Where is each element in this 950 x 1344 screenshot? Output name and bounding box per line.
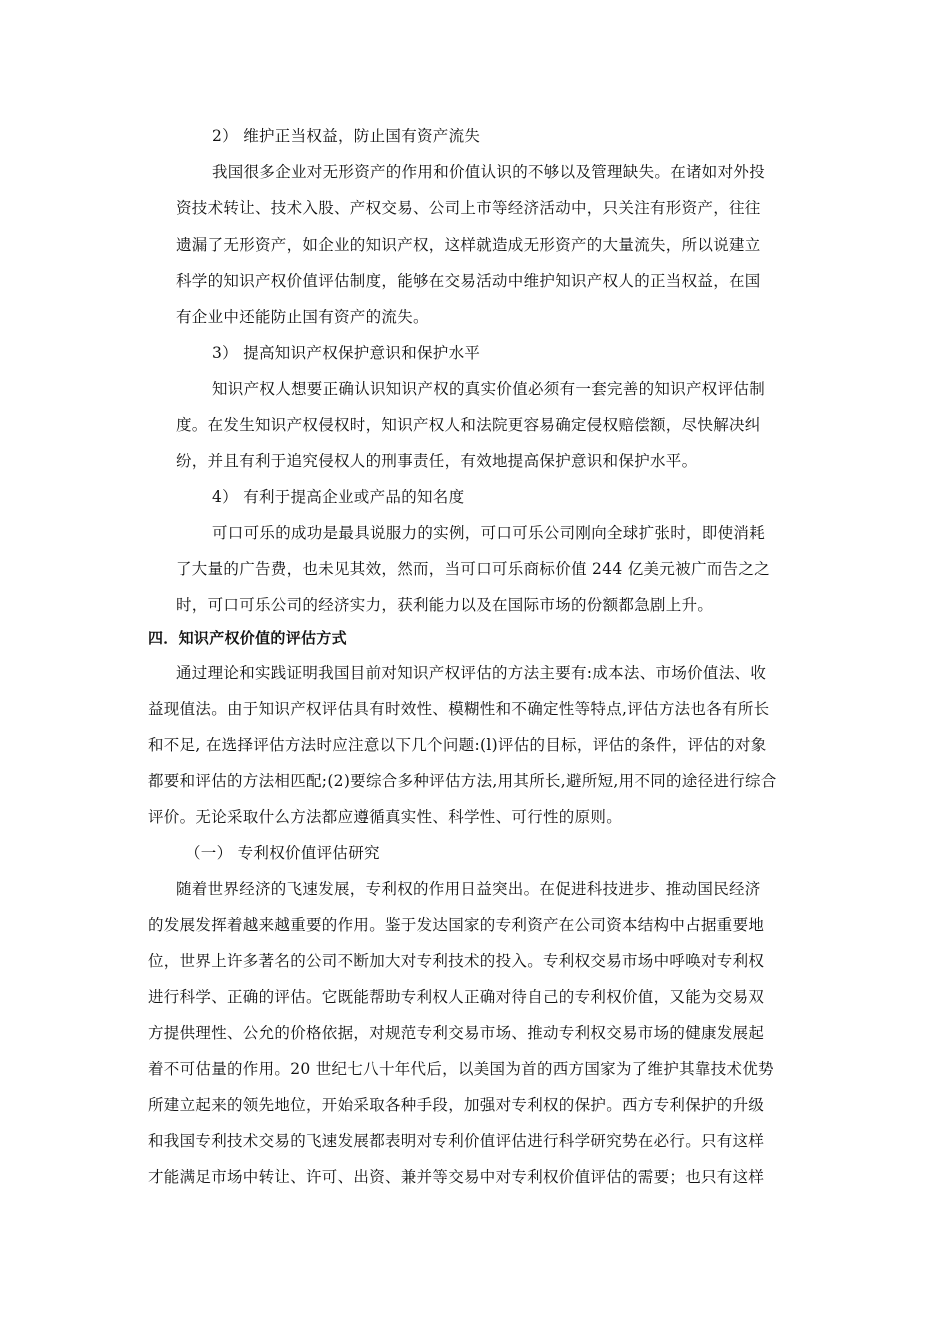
paragraph-line: 位，世界上许多著名的公司不断加大对专利技术的投入。专利权交易市场中呼唤对专利权 [148,952,765,970]
paragraph-line: 评价。无论采取什么方法都应遵循真实性、科学性、可行性的原则。 [148,808,623,826]
paragraph-line: 知识产权人想要正确认识知识产权的真实价值必须有一套完善的知识产权评估制 [212,380,766,398]
list-heading-4: 4） 有利于提高企业或产品的知名度 [212,488,465,506]
paragraph-line: 了大量的广告费，也未见其效，然而，当可口可乐商标价值 244 亿美元被广而告之之 [176,560,770,578]
paragraph-line: 我国很多企业对无形资产的作用和价值认识的不够以及管理缺失。在诸如对外投 [212,163,766,181]
paragraph-line: 可口可乐的成功是最具说服力的实例，可口可乐公司刚向全球扩张时，即使消耗 [212,524,766,542]
paragraph-line: 时，可口可乐公司的经济实力，获利能力以及在国际市场的份额都急剧上升。 [176,596,714,614]
paragraph-line: 着不可估量的作用。20 世纪七八十年代后，以美国为首的西方国家为了维护其靠技术优势 [148,1060,774,1078]
paragraph-line: 遗漏了无形资产，如企业的知识产权，这样就造成无形资产的大量流失，所以说建立 [176,236,761,254]
paragraph-line: 所建立起来的领先地位，开始采取各种手段，加强对专利权的保护。西方专利保护的升级 [148,1096,765,1114]
paragraph-line: 和我国专利技术交易的飞速发展都表明对专利价值评估进行科学研究势在必行。只有这样 [148,1132,765,1150]
paragraph-line: 纷，并且有利于追究侵权人的刑事责任，有效地提高保护意识和保护水平。 [176,452,698,470]
paragraph-line: 科学的知识产权价值评估制度，能够在交易活动中维护知识产权人的正当权益，在国 [176,272,761,290]
list-heading-2: 2） 维护正当权益，防止国有资产流失 [212,127,481,145]
paragraph-line: 的发展发挥着越来越重要的作用。鉴于发达国家的专利资产在公司资本结构中占据重要地 [148,916,765,934]
subsection-heading: （一） 专利权价值评估研究 [185,844,380,862]
paragraph-line: 和不足, 在选择评估方法时应注意以下几个问题:(l)评估的目标，评估的条件，评估的对象 [148,736,767,754]
paragraph-line: 益现值法。由于知识产权评估具有时效性、模糊性和不确定性等特点,评估方法也各有所长 [148,700,770,718]
list-heading-3: 3） 提高知识产权保护意识和保护水平 [212,344,481,362]
paragraph-line: 度。在发生知识产权侵权时，知识产权人和法院更容易确定侵权赔偿额，尽快解决纠 [176,416,761,434]
paragraph-line: 资技术转让、技术入股、产权交易、公司上市等经济活动中，只关注有形资产，往往 [176,199,761,217]
paragraph-line: 才能满足市场中转让、许可、出资、兼并等交易中对专利权价值评估的需要；也只有这样 [148,1168,765,1186]
paragraph-line: 有企业中还能防止国有资产的流失。 [176,308,429,326]
paragraph-line: 都要和评估的方法相匹配;(2)要综合多种评估方法,用其所长,避所短,用不同的途径进行综合 [148,772,777,790]
paragraph-line: 随着世界经济的飞速发展，专利权的作用日益突出。在促进科技进步、推动国民经济 [176,880,761,898]
section-heading: 四．知识产权价值的评估方式 [148,629,347,647]
paragraph-line: 方提供理性、公允的价格依据，对规范专利交易市场、推动专利权交易市场的健康发展起 [148,1024,765,1042]
paragraph-line: 进行科学、正确的评估。它既能帮助专利权人正确对待自己的专利权价值，又能为交易双 [148,988,765,1006]
paragraph-line: 通过理论和实践证明我国目前对知识产权评估的方法主要有:成本法、市场价值法、收 [176,664,767,682]
